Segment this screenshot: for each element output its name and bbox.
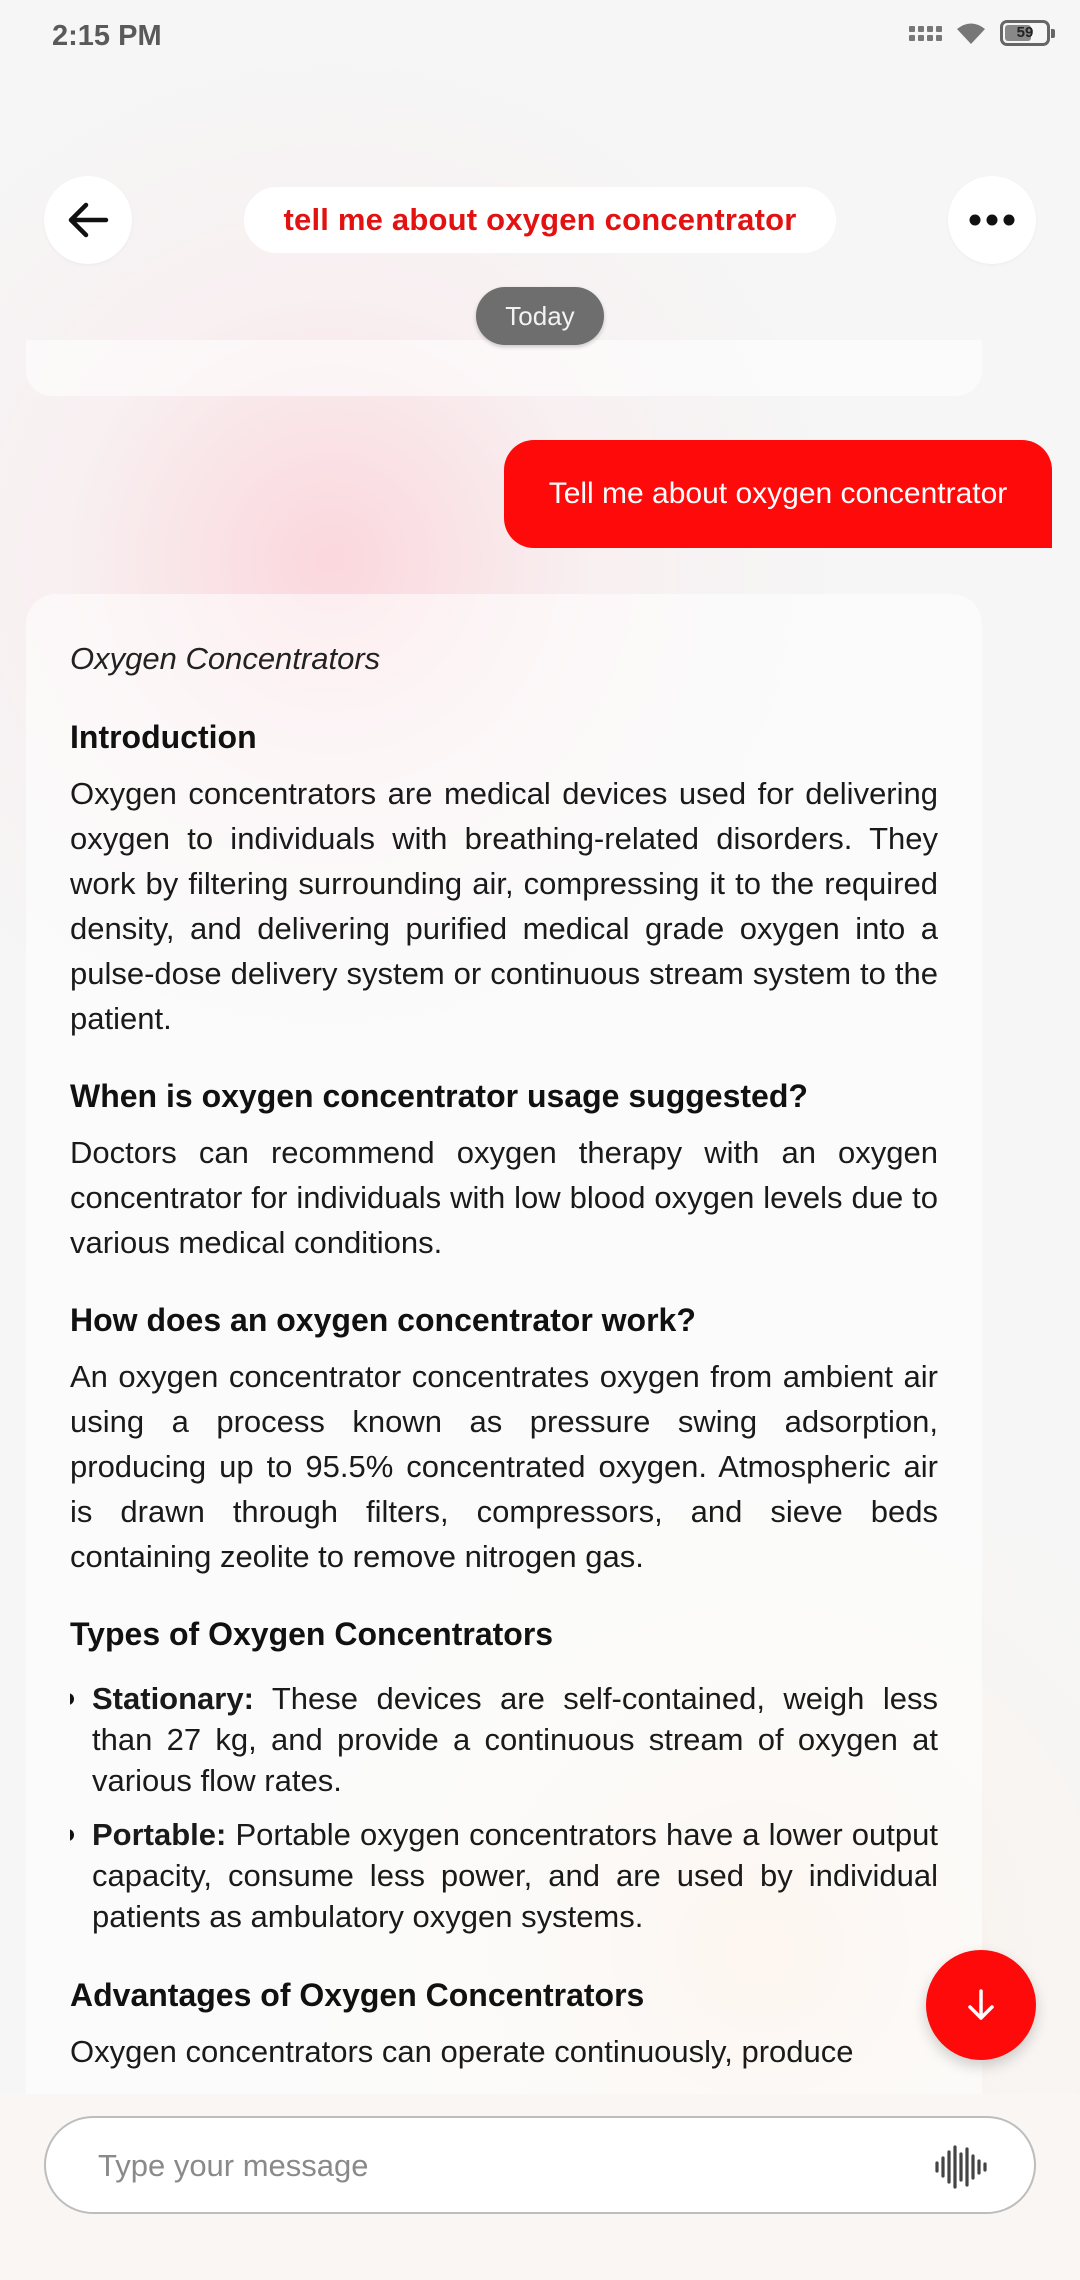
section-body: Oxygen concentrators can operate continuously, produce [70,2034,854,2069]
list-item-label: Portable: [92,1817,227,1852]
arrow-down-icon [966,1988,996,2022]
date-chip: Today [476,287,604,345]
wifi-icon [954,20,988,46]
section-heading: Types of Oxygen Concentrators [70,1616,554,1652]
battery-icon [1000,20,1050,46]
list-item-label: Stationary: [92,1681,254,1716]
message-composer [44,2116,1036,2214]
section-body: Doctors can recommend oxygen therapy with an oxygen concentrator for individuals with low blood oxygen levels due to various medical conditions. [70,1135,938,1260]
section-heading: Introduction [70,719,257,755]
voice-waveform-icon [933,2144,991,2190]
section-heading: When is oxygen concentrator usage suggested? [70,1078,808,1114]
voice-input-button[interactable] [932,2144,992,2190]
arrow-left-icon [66,200,110,240]
section-heading: Advantages of Oxygen Concentrators [70,1977,645,2013]
battery-level: 59 [1016,24,1034,41]
user-message-bubble: Tell me about oxygen concentrator [504,440,1052,548]
section-body: Oxygen concentrators are medical devices used for delivering oxygen to individuals with breathing-related disorders. They work by filtering surrounding air, compressing it to the required density, and delivering purified medical grade oxygen into a pulse-dose delivery system or continuous stream system to the patient. [70,776,938,1036]
status-time: 2:15 PM [52,20,162,52]
section-heading: How does an oxygen concentrator work? [70,1302,696,1338]
status-icons [909,20,1050,46]
response-title: Oxygen Concentrators [70,641,381,676]
types-list [70,1678,938,1937]
chat-title: tell me about oxygen concentrator [244,187,836,253]
previous-message-card [26,340,982,396]
more-options-button[interactable] [948,176,1036,264]
status-bar [0,0,1080,72]
message-input[interactable] [98,2140,898,2192]
list-item-text: Portable oxygen concentrators have a lower output capacity, consume less power, and are used by individual patients as ambulatory oxygen systems. [92,1817,938,1934]
list-item [70,1814,938,1937]
list-item [70,1678,938,1801]
signal-icon [909,26,942,41]
list-item-text: These devices are self-contained, weigh less than 27 kg, and provide a continuous stream of oxygen at various flow rates. [92,1681,938,1798]
section-body: An oxygen concentrator concentrates oxygen from ambient air using a process known as pressure swing adsorption, producing up to 95.5% concentrated oxygen. Atmospheric air is drawn through filters, compressors, and sieve beds containing zeolite to remove nitrogen gas. [70,1359,938,1574]
back-button[interactable] [44,176,132,264]
scroll-down-button[interactable] [926,1950,1036,2060]
bot-response-content [70,636,938,2094]
more-horizontal-icon [968,213,1016,227]
